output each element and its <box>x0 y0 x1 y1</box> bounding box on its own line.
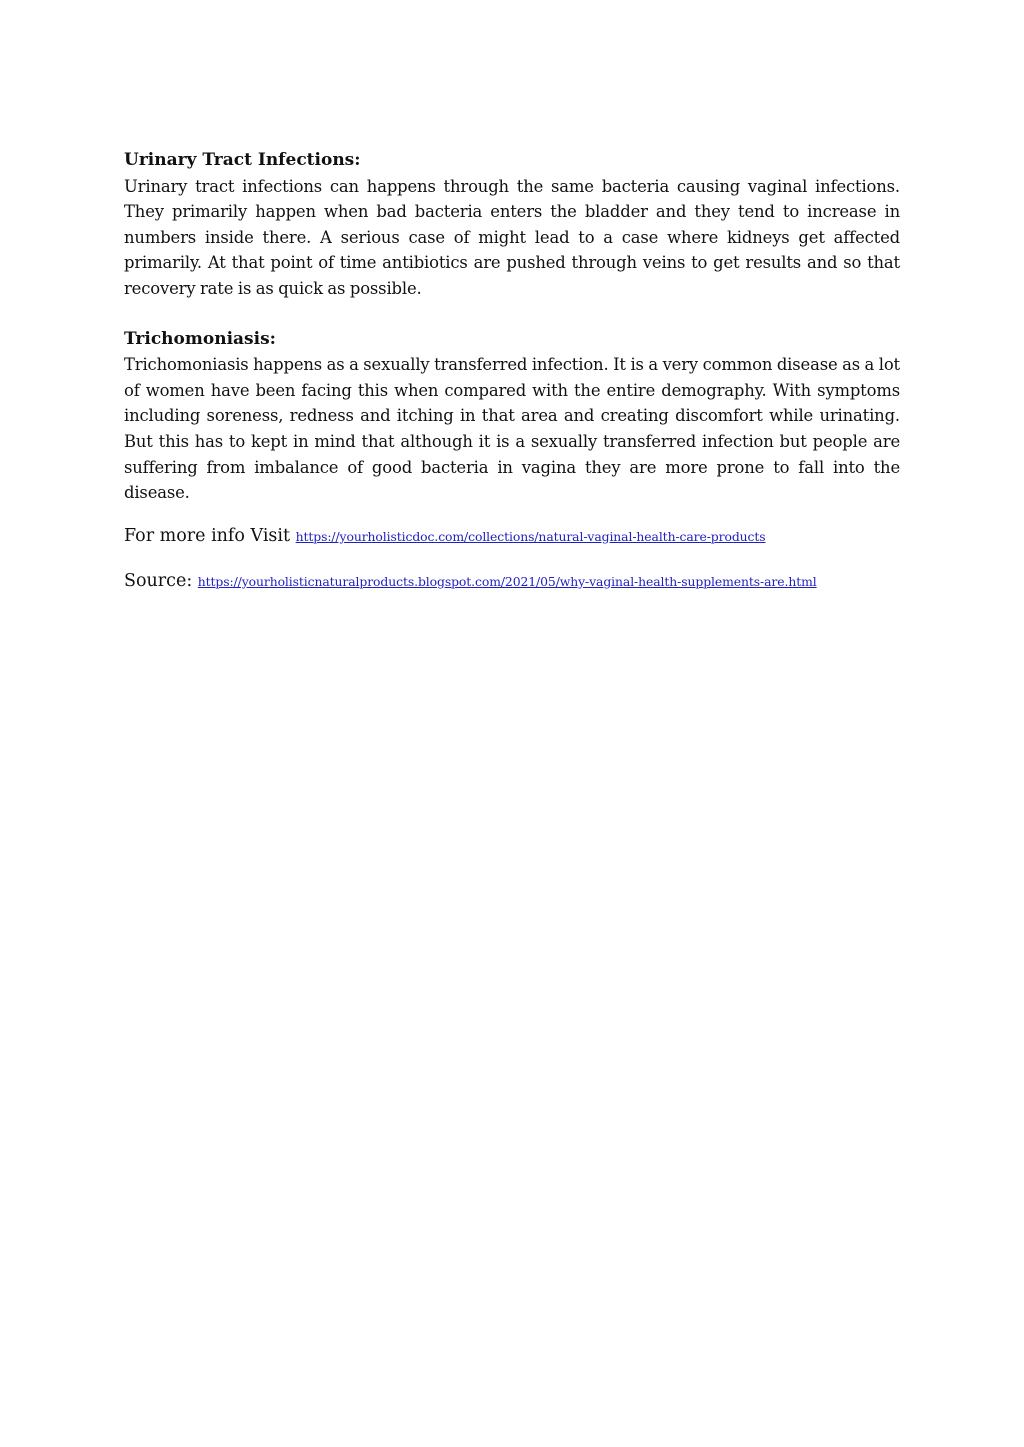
source-link[interactable]: https://yourholisticnaturalproducts.blogspot.com/2021/05/why-vaginal-health-supplements-are.html <box>197 573 817 589</box>
more-info-link[interactable]: https://yourholisticdoc.com/collections/natural-vaginal-health-care-products <box>295 528 766 544</box>
section-trichomoniasis <box>124 327 900 506</box>
more-info-label: For more info Visit <box>124 525 296 546</box>
section-body: Trichomoniasis happens as a sexually transferred infection. It is a very common disease as a lot of women have been facing this when compared with the entire demography. With symptoms including soreness, redness and itching in that area and creating discomfort while urinating. But this has to kept in mind that although it is a sexually transferred infection but people are suffering from imbalance of good bacteria in vagina they are more prone to fall into the disease. <box>124 355 900 503</box>
section-heading: Urinary Tract Infections: <box>124 150 361 170</box>
section-body: Urinary tract infections can happens through the same bacteria causing vaginal infections. They primarily happen when bad bacteria enters the bladder and they tend to increase in numbers inside there. A serious case of might lead to a case where kidneys get affected primarily. At that point of time antibiotics are pushed through veins to get results and so that recovery rate is as quick as possible. <box>124 176 900 298</box>
document-page <box>124 148 900 595</box>
more-info-line <box>124 523 900 550</box>
section-heading: Trichomoniasis: <box>124 328 276 349</box>
source-line <box>124 568 900 595</box>
section-urinary-tract-infections <box>124 148 900 302</box>
source-label: Source: <box>124 570 198 591</box>
